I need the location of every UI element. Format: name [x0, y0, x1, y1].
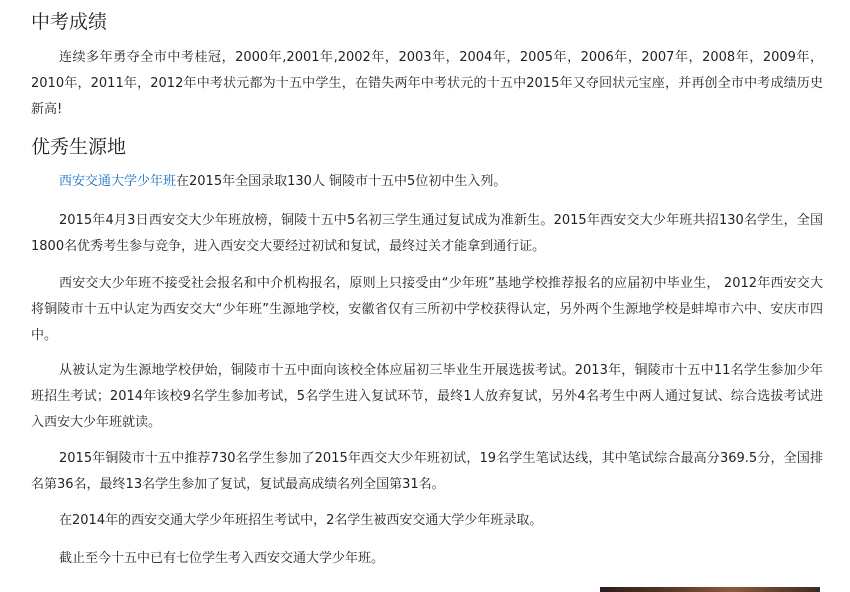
article-image: [600, 587, 820, 592]
paragraph-2014-admission: 在2014年的西安交通大学少年班招生考试中，2名学生被西安交通大学少年班录取。: [59, 513, 543, 528]
section-heading-talent-source: 优秀生源地: [31, 136, 127, 158]
paragraph-total-admitted: 截止至今十五中已有七位学生考入西安交通大学少年班。: [59, 551, 385, 566]
paragraph-exam-results: 连续多年勇夺全市中考桂冠，2000年,2001年,2002年，2003年，2004年，2005年，2006年，2007年，2008年，2009年，2010年，2011年，2012年中考状元都为十五中学生，在错失两年中考状元的十五中2015年又夺回状元宝座，并再创全市中考成绩历史新高!: [31, 50, 823, 117]
section-heading-exam-results: 中考成绩: [31, 11, 108, 33]
paragraph-selection-history: 从被认定为生源地学校伊始，铜陵市十五中面向该校全体应届初三毕业生开展选拔考试。2013年，铜陵市十五中11名学生参加少年班招生考试；2014年该校9名学生参加考试，5名学生进入复试环节，最终1人放弃复试，另外4名考生中两人通过复试、综合选拔考试进入西安大少年班就读。: [31, 363, 823, 430]
paragraph-2015-exam: 2015年铜陵市十五中推荐730名学生参加了2015年西交大少年班初试，19名学生笔试达线，其中笔试综合最高分369.5分，全国排名第36名，最终13名学生参加了复试，复试最高成绩名列全国第31名。: [31, 451, 823, 492]
paragraph-2015-results: 2015年4月3日西安交大少年班放榜，铜陵十五中5名初三学生通过复试成为准新生。2015年西安交大少年班共招130名学生，全国1800名优秀考生参与竞争，进入西安交大要经过初试和复试，最终过关才能拿到通行证。: [31, 213, 823, 254]
paragraph-intro-text: 在2015年全国录取130人 铜陵市十五中5位初中生入列。: [176, 174, 507, 189]
link-xjtu-gifted-class[interactable]: 西安交通大学少年班: [59, 174, 177, 189]
paragraph-admission-policy: 西安交大少年班不接受社会报名和中介机构报名，原则上只接受由“少年班”基地学校推荐报名的应届初中毕业生， 2012年西安交大将铜陵市十五中认定为西安交大“少年班”生源地学校，安徽省仅有三所初中学校获得认定，另外两个生源地学校是蚌埠市六中、安庆市四中。: [31, 276, 823, 343]
paragraph-shaoniánban-intro: [31, 169, 823, 195]
